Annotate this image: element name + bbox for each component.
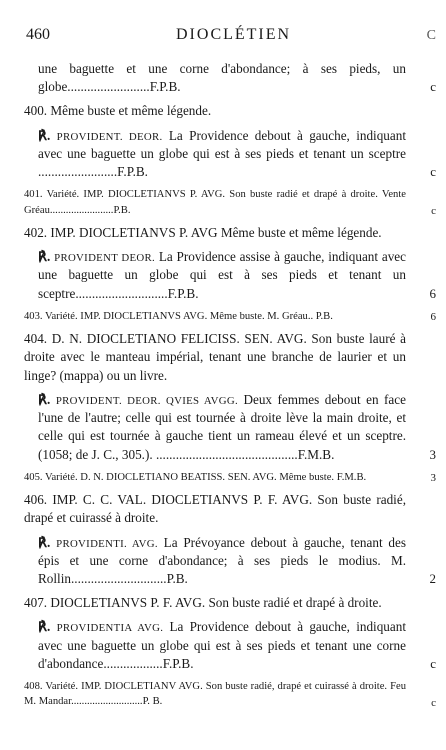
entry-text bbox=[24, 127, 406, 182]
rarity-mark: c bbox=[430, 79, 436, 95]
reverse-symbol: ℟. bbox=[38, 249, 51, 265]
description-text: La Providence assise à gauche, indiquant avec une baguette un globe qui est à ses pieds et tenant un sceptre............................F.P.B. bbox=[38, 249, 407, 301]
description-text: 401. Variété. IMP. DIOCLETIANVS P. AVG. Son buste radié et drapé à droite. Vente Gréau........................P.B. bbox=[24, 189, 406, 216]
reverse-description bbox=[24, 534, 436, 589]
page-header bbox=[26, 26, 436, 46]
catalog-entry bbox=[24, 330, 436, 385]
description-text: 403. Variété. IMP. DIOCLETIANVS AVG. Même buste. M. Gréau.. P.B. bbox=[24, 310, 333, 322]
entry-text bbox=[24, 679, 406, 710]
coin-legend: PROVIDENT DEOR. bbox=[54, 252, 156, 265]
description-text: 400. Même buste et même légende. bbox=[24, 103, 212, 119]
corner-mark: C bbox=[426, 28, 436, 43]
coin-legend: PROVIDENT. DEOR. bbox=[56, 130, 163, 143]
catalog-entry bbox=[24, 594, 436, 612]
entry-text bbox=[24, 491, 406, 527]
catalog-body bbox=[24, 60, 436, 716]
page-number: 460 bbox=[26, 26, 50, 43]
entry-text bbox=[24, 187, 406, 218]
entry-text bbox=[24, 102, 406, 120]
description-text: La Providence debout à gauche, indiquant avec une baguette un globe qui est à ses pieds et tenant un sceptre ........................F.P.B. bbox=[38, 127, 407, 180]
catalog-entry bbox=[24, 491, 436, 527]
entry-text bbox=[24, 534, 406, 589]
reverse-description bbox=[24, 60, 436, 96]
reverse-symbol: ℟. bbox=[38, 391, 51, 407]
rarity-mark: c bbox=[431, 696, 436, 709]
entry-text bbox=[24, 60, 406, 96]
description-text: 402. IMP. DIOCLETIANVS P. AVG Même buste et même légende. bbox=[24, 225, 382, 241]
description-text: 407. DIOCLETIANVS P. F. AVG. Son buste radié et drapé à droite. bbox=[24, 595, 382, 611]
catalog-entry bbox=[24, 679, 436, 710]
rarity-mark: 6 bbox=[429, 285, 436, 301]
entry-text bbox=[24, 224, 406, 242]
description-text: 406. IMP. C. C. VAL. DIOCLETIANVS P. F. AVG. Son buste radié, drapé et cuirassé à droite. bbox=[24, 492, 406, 526]
rarity-mark: 3 bbox=[429, 446, 436, 462]
catalog-entry bbox=[24, 187, 436, 218]
entry-text bbox=[24, 470, 406, 485]
reverse-symbol: ℟. bbox=[38, 534, 51, 550]
entry-text bbox=[24, 594, 406, 612]
description-text: 408. Variété. IMP. DIOCLETIANV AVG. Son buste radié, drapé et cuirassé à droite. Feu M. Mandar...........................P. B. bbox=[24, 681, 406, 708]
description-text: 405. Variété. D. N. DIOCLETIANO BEATISS. SEN. AVG. Même buste. F.M.B. bbox=[24, 471, 367, 483]
description-text: 404. D. N. DIOCLETIANO FELICISS. SEN. AVG. Son buste lauré à droite avec le manteau impérial, tenant une branche de laurier et un linge? (mappa) ou un livre. bbox=[24, 331, 406, 383]
reverse-description bbox=[24, 248, 436, 303]
rarity-mark: 6 bbox=[430, 311, 436, 324]
catalog-entry bbox=[24, 224, 436, 242]
entry-text bbox=[24, 391, 406, 464]
rarity-mark: c bbox=[430, 656, 436, 672]
entry-text bbox=[24, 330, 406, 385]
reverse-symbol: ℟. bbox=[38, 127, 51, 143]
coin-legend: PROVIDENTI. AVG. bbox=[56, 537, 158, 550]
reverse-description bbox=[24, 391, 436, 464]
reverse-description bbox=[24, 618, 436, 673]
entry-text bbox=[24, 309, 406, 324]
description-text: une baguette et une corne d'abondance; à ses pieds, un globe.........................F.P.B. bbox=[38, 61, 406, 95]
rarity-mark: 3 bbox=[430, 472, 436, 485]
catalog-entry bbox=[24, 470, 436, 485]
coin-legend: PROVIDENT. DEOR. QVIES AVGG. bbox=[55, 394, 238, 407]
description-text: La Providence debout à gauche, indiquant avec une baguette un globe qui est à ses pieds et tenant une corne d'abondance..................F.P.B. bbox=[38, 619, 407, 671]
rarity-mark: c bbox=[431, 205, 436, 218]
catalog-entry bbox=[24, 102, 436, 120]
catalog-entry bbox=[24, 309, 436, 324]
description-text: La Prévoyance debout à gauche, tenant des épis et une corne d'abondance; à ses pieds le modius. M. Rollin.............................P.B. bbox=[38, 534, 407, 587]
rarity-mark: c bbox=[430, 164, 436, 180]
rarity-mark: 2 bbox=[429, 571, 436, 587]
entry-text bbox=[24, 248, 406, 303]
reverse-description bbox=[24, 127, 436, 182]
coin-legend: PROVIDENTIA AVG. bbox=[56, 622, 164, 635]
entry-text bbox=[24, 618, 406, 673]
reverse-symbol: ℟. bbox=[38, 619, 51, 635]
page-title: DIOCLÉTIEN bbox=[176, 26, 292, 43]
description-text: Deux femmes debout en face l'une de l'autre; celle qui est tournée à droite lève la main droite, et celle qui est tournée à gauche tient un rameau élevé et un sceptre. (1058; de J. C., 305.). ...........................................F.M.B. bbox=[38, 391, 406, 462]
